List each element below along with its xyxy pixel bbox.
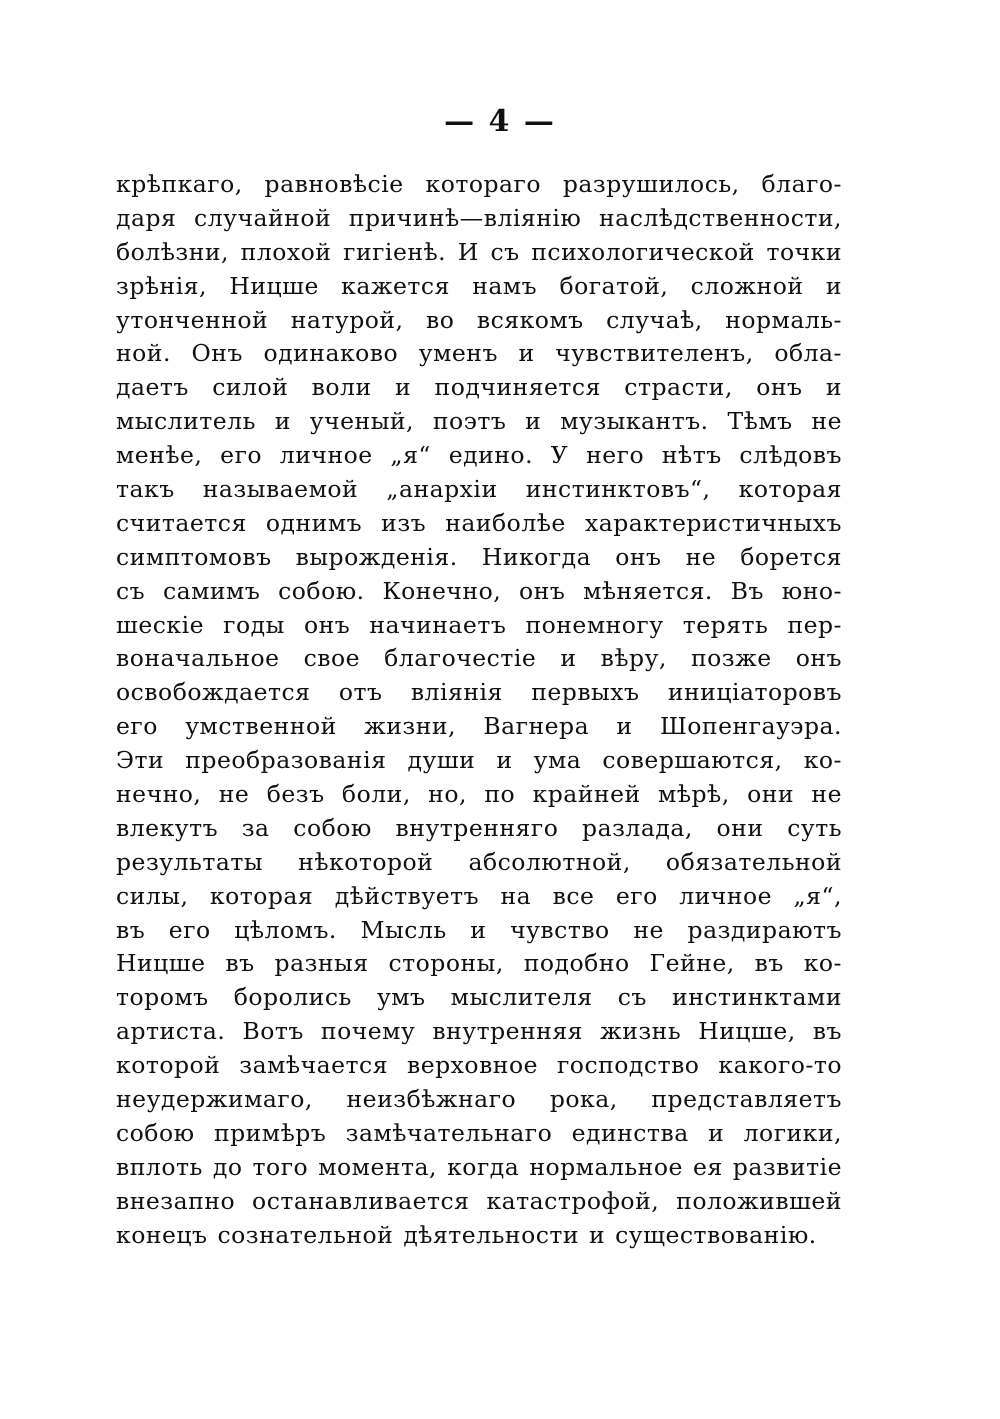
text-line: результаты нѣкоторой абсолютной, обязательной bbox=[116, 847, 842, 876]
text-line: Ницше въ разныя стороны, подобно Гейне, въ ко- bbox=[116, 949, 842, 978]
text-line: собою примѣръ замѣчательнаго единства и логики, bbox=[116, 1118, 842, 1147]
text-line: освобождается отъ вліянія первыхъ иниціаторовъ bbox=[116, 678, 842, 707]
text-line: Эти преобразованія души и ума совершаются, ко- bbox=[116, 746, 842, 775]
text-line: съ самимъ собою. Конечно, онъ мѣняется. Въ юно- bbox=[116, 576, 842, 605]
text-line: зрѣнія, Ницше кажется намъ богатой, сложной и bbox=[116, 271, 842, 300]
text-line: такъ называемой „анархіи инстинктовъ“, которая bbox=[116, 475, 842, 504]
text-line: внезапно останавливается катастрофой, положившей bbox=[116, 1186, 842, 1215]
text-line: которой замѣчается верховное господство какого-то bbox=[116, 1051, 842, 1080]
text-line: мыслитель и ученый, поэтъ и музыкантъ. Тѣмъ не bbox=[116, 407, 842, 436]
body-text bbox=[116, 168, 842, 1253]
text-line: утонченной натурой, во всякомъ случаѣ, нормаль- bbox=[116, 305, 842, 334]
text-line: неудержимаго, неизбѣжнаго рока, представляетъ bbox=[116, 1085, 842, 1114]
text-line: симптомовъ вырожденія. Никогда онъ не борется bbox=[116, 542, 842, 571]
text-line: шескіе годы онъ начинаетъ понемногу терять пер- bbox=[116, 610, 842, 639]
text-line: его умственной жизни, Вагнера и Шопенгауэра. bbox=[116, 712, 842, 741]
text-line: торомъ боролись умъ мыслителя съ инстинктами bbox=[116, 983, 842, 1012]
text-line: силы, которая дѣйствуетъ на все его личное „я“, bbox=[116, 881, 842, 910]
page-number: — 4 — bbox=[444, 104, 556, 139]
text-line: въ его цѣломъ. Мысль и чувство не раздираютъ bbox=[116, 915, 842, 944]
text-line: влекутъ за собою внутренняго разлада, они суть bbox=[116, 813, 842, 842]
text-line: крѣпкаго, равновѣсіе котораго разрушилось, благо- bbox=[116, 170, 842, 198]
text-line: ной. Онъ одинаково уменъ и чувствителенъ, обла- bbox=[116, 339, 842, 368]
text-line: считается однимъ изъ наиболѣе характеристичныхъ bbox=[116, 508, 842, 537]
text-line: вплоть до того момента, когда нормальное ея развитіе bbox=[116, 1152, 842, 1181]
text-line: болѣзни, плохой гигіенѣ. И съ психологической точки bbox=[116, 237, 842, 266]
text-line: даря случайной причинѣ—вліянію наслѣдственности, bbox=[116, 203, 842, 232]
text-line: нечно, не безъ боли, но, по крайней мѣрѣ, они не bbox=[116, 780, 842, 809]
text-line: даетъ силой воли и подчиняется страсти, онъ и bbox=[116, 373, 842, 402]
text-line: воначальное свое благочестіе и вѣру, позже онъ bbox=[116, 644, 842, 673]
text-line: конецъ сознательной дѣятельности и существованію. bbox=[116, 1220, 817, 1249]
text-line: менѣе, его личное „я“ едино. У него нѣтъ слѣдовъ bbox=[116, 441, 842, 470]
text-line: артиста. Вотъ почему внутренняя жизнь Ницше, въ bbox=[116, 1017, 842, 1046]
